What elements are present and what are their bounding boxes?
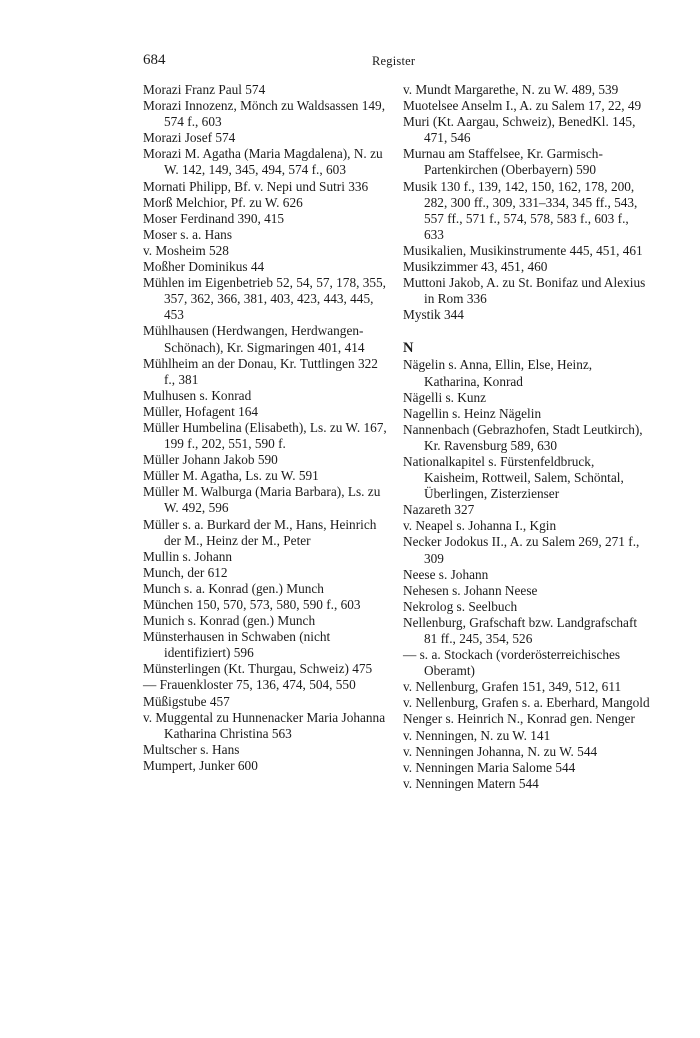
index-entry: Nägelli s. Kunz	[403, 389, 487, 405]
index-entry: Nekrolog s. Seelbuch	[403, 598, 518, 614]
index-entry: Nehesen s. Johann Neese	[403, 582, 538, 598]
index-entry: Musikzimmer 43, 451, 460	[403, 259, 548, 275]
index-entry: Mühlheim an der Donau, Kr. Tuttlingen 322 f., 381	[143, 355, 378, 387]
index-entry: Moser Ferdinand 390, 415	[143, 210, 285, 226]
index-entry: Moßher Dominikus 44	[143, 259, 265, 275]
index-entry: Nannenbach (Gebrazhofen, Stadt Leutkirch), Kr. Ravensburg 589, 630	[403, 421, 643, 453]
index-entry: Morazi Franz Paul 574	[143, 82, 266, 97]
running-title: Register	[372, 54, 416, 68]
index-entry: Muttoni Jakob, A. zu St. Bonifaz und Alexius in Rom 336	[403, 275, 646, 307]
index-entry: v. Nellenburg, Grafen s. a. Eberhard, Mangold	[403, 695, 650, 711]
index-entry: v. Nenningen Maria Salome 544	[403, 759, 576, 775]
index-entry: Nenger s. Heinrich N., Konrad gen. Nenger	[403, 711, 635, 727]
index-entry: Nagellin s. Heinz Nägelin	[403, 405, 542, 421]
index-entry: v. Neapel s. Johanna I., Kgin	[403, 518, 557, 534]
index-entry: Müller M. Agatha, Ls. zu W. 591	[143, 468, 319, 484]
index-entry: — Frauenkloster 75, 136, 474, 504, 550	[143, 677, 356, 693]
index-entry: Munich s. Konrad (gen.) Munch	[143, 613, 316, 629]
index-group-n	[403, 357, 650, 792]
index-entry: v. Mundt Margarethe, N. zu W. 489, 539	[403, 82, 619, 97]
index-entry: v. Nenningen, N. zu W. 141	[403, 727, 551, 743]
index-entry: Münsterlingen (Kt. Thurgau, Schweiz) 475	[143, 661, 373, 677]
index-entry: Musik 130 f., 139, 142, 150, 162, 178, 200, 282, 300 ff., 309, 331–334, 345 ff., 543, 557 ff., 571 f., 574, 578, 583 f., 603 f., 633	[403, 178, 638, 242]
index-column-left	[143, 82, 388, 774]
index-entry: Mullin s. Johann	[143, 548, 233, 564]
index-entry: Moser s. a. Hans	[143, 226, 233, 242]
index-entry: Nellenburg, Grafschaft bzw. Landgrafschaft 81 ff., 245, 354, 526	[403, 614, 638, 646]
index-entry: Mühlhausen (Herdwangen, Herdwangen-Schönach), Kr. Sigmaringen 401, 414	[143, 323, 365, 355]
page-number: 684	[143, 52, 166, 68]
index-column-right	[403, 82, 650, 792]
index-entry: Müller s. a. Burkard der M., Hans, Heinrich der M., Heinz der M., Peter	[143, 516, 377, 548]
index-entry: Morazi Innozenz, Mönch zu Waldsassen 149, 574 f., 603	[143, 98, 386, 130]
index-entry: v. Nenningen Johanna, N. zu W. 544	[403, 743, 598, 759]
index-entry: Mystik 344	[403, 307, 464, 323]
index-entry: Murnau am Staffelsee, Kr. Garmisch-Partenkirchen (Oberbayern) 590	[403, 146, 603, 178]
index-entry: Müller M. Walburga (Maria Barbara), Ls. zu W. 492, 596	[143, 484, 381, 516]
index-entry: Münsterhausen in Schwaben (nicht identifiziert) 596	[143, 629, 331, 661]
index-entry: Nägelin s. Anna, Ellin, Else, Heinz, Katharina, Konrad	[403, 357, 593, 389]
index-entry: Morazi M. Agatha (Maria Magdalena), N. zu W. 142, 149, 345, 494, 574 f., 603	[143, 146, 383, 178]
index-entry: v. Nellenburg, Grafen 151, 349, 512, 611	[403, 679, 622, 695]
index-entry: Neese s. Johann	[403, 566, 489, 582]
index-entry: Mornati Philipp, Bf. v. Nepi und Sutri 336	[143, 178, 369, 194]
index-entry: Multscher s. Hans	[143, 741, 240, 757]
index-entry: Morazi Josef 574	[143, 130, 236, 146]
index-entry: Munch s. a. Konrad (gen.) Munch	[143, 580, 324, 596]
section-letter: N	[403, 340, 414, 357]
index-entry: Mumpert, Junker 600	[143, 757, 258, 773]
index-entry: v. Nenningen Matern 544	[403, 775, 539, 791]
index-entry: Mühlen im Eigenbetrieb 52, 54, 57, 178, 355, 357, 362, 366, 381, 403, 423, 443, 445, 453	[143, 275, 387, 323]
index-entry: München 150, 570, 573, 580, 590 f., 603	[143, 597, 361, 612]
index-entry: Müßigstube 457	[143, 693, 230, 709]
index-entry: v. Mosheim 528	[143, 242, 229, 258]
index-entry: Morß Melchior, Pf. zu W. 626	[143, 194, 303, 210]
index-entry: Müller, Hofagent 164	[143, 403, 259, 419]
index-entry: Nationalkapitel s. Fürstenfeldbruck, Kaisheim, Rottweil, Salem, Schöntal, Überlingen, Zisterzienser	[403, 453, 624, 502]
index-entry: v. Muggental zu Hunnenacker Maria Johanna Katharina Christina 563	[143, 709, 386, 741]
index-entry: Muotelsee Anselm I., A. zu Salem 17, 22, 49	[403, 98, 642, 114]
index-entry: — s. a. Stockach (vorderösterreichisches Oberamt)	[403, 647, 621, 679]
index-entry: Mulhusen s. Konrad	[143, 387, 252, 403]
index-entry: Müller Johann Jakob 590	[143, 452, 278, 468]
index-entry: Müller Humbelina (Elisabeth), Ls. zu W. 167, 199 f., 202, 551, 590 f.	[143, 419, 387, 452]
section-gap	[403, 323, 650, 339]
index-group-m	[403, 82, 650, 323]
index-entry: Musikalien, Musikinstrumente 445, 451, 461	[403, 242, 643, 258]
index-entry: Necker Jodokus II., A. zu Salem 269, 271 f., 309	[403, 534, 640, 566]
index-entry: Munch, der 612	[143, 564, 228, 580]
index-entry: Muri (Kt. Aargau, Schweiz), BenedKl. 145, 471, 546	[403, 114, 636, 146]
index-entry: Nazareth 327	[403, 502, 475, 518]
